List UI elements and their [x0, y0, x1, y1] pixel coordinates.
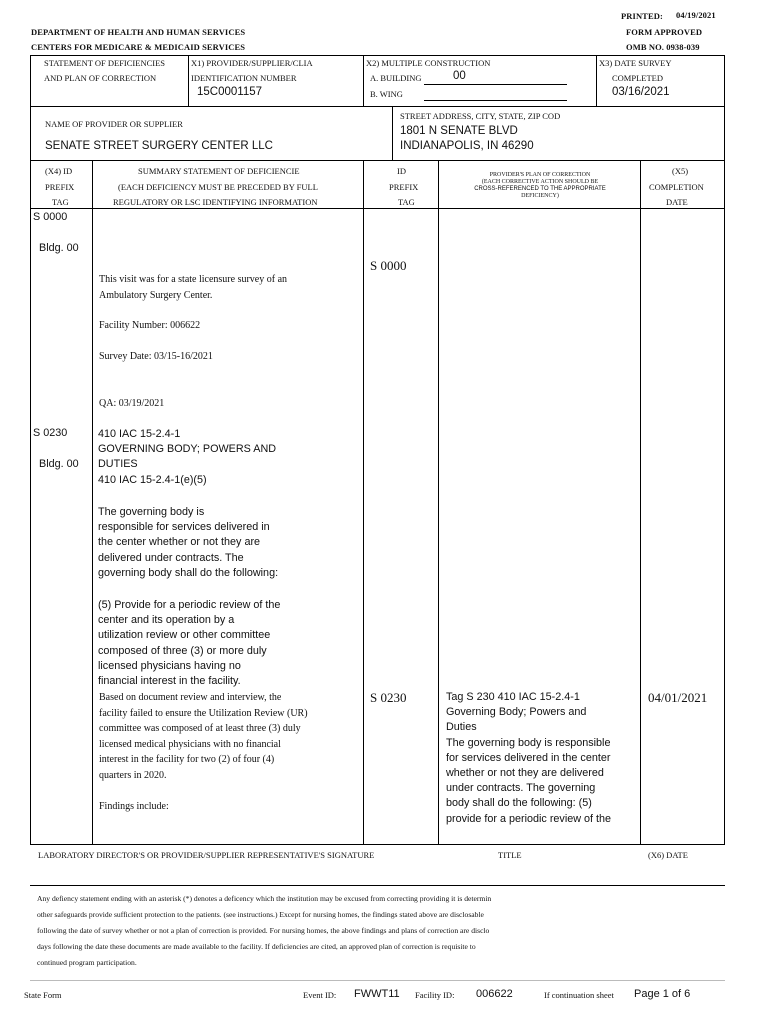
box-right-border	[724, 55, 725, 161]
provide-review-text	[98, 598, 280, 689]
plan-header-2: (EACH CORRECTIVE ACTION SHOULD BE	[481, 179, 599, 185]
based-line: interest in the facility for two (2) of four (4)	[99, 754, 275, 765]
plan-line: Governing Body; Powers and	[446, 706, 587, 719]
based-line: committee was composed of at least three (3) duly	[99, 723, 301, 734]
rule-line: DUTIES	[98, 458, 138, 471]
column-divider-3	[438, 161, 439, 844]
x6-date-label: (X6) DATE	[648, 850, 688, 860]
x1-label-1: X1) PROVIDER/SUPPLIER/CLIA	[191, 58, 313, 68]
provide-line: center and its operation by a	[98, 614, 235, 627]
address-line-1: 1801 N SENATE BLVD	[400, 125, 518, 137]
plan-line: provide for a periodic review of the	[446, 812, 612, 825]
building-label: A. BUILDING	[370, 73, 422, 83]
building-underline	[424, 84, 567, 85]
gov-line: responsible for services delivered in	[98, 521, 270, 534]
clia-number: 15C0001157	[197, 86, 263, 98]
plan-line: Duties	[446, 721, 477, 734]
continuation-label: If continuation sheet	[544, 990, 614, 1000]
event-id-label: Event ID:	[303, 990, 337, 1000]
box-left-border	[30, 55, 31, 161]
summary-line: Ambulatory Surgery Center.	[99, 289, 213, 301]
disclaimer-line: following the date of survey whether or not a plan of correction is provided. For nursing homes, the above findings and plans of correction are disclo	[37, 926, 490, 935]
summary-header-1: SUMMARY STATEMENT OF DEFICIENCIE	[138, 166, 300, 176]
governing-body-text	[98, 505, 278, 581]
box1-divider-3	[596, 55, 597, 106]
id-header-1: ID	[397, 166, 406, 176]
facility-number: Facility Number: 006622	[99, 320, 201, 331]
column-header-border	[30, 208, 725, 209]
plan-line: The governing body is responsible	[446, 736, 611, 749]
x5-header-2: COMPLETION	[649, 182, 704, 192]
id-header-3: TAG	[398, 197, 415, 207]
x4-header-2: PREFIX	[45, 182, 75, 192]
provide-line: financial interest in the facility.	[98, 675, 241, 688]
facility-id-label: Facility ID:	[415, 990, 455, 1000]
box2-bottom-border	[30, 160, 725, 161]
event-id-value: FWWT11	[354, 988, 400, 1000]
summary-intro	[99, 272, 287, 303]
survey-completed-date: 03/16/2021	[612, 86, 670, 98]
completion-date: 04/01/2021	[648, 690, 708, 705]
provide-line: licensed physicians having no	[98, 659, 241, 672]
id-header-2: PREFIX	[389, 182, 419, 192]
plan-header	[442, 172, 638, 200]
bldg-00-second: Bldg. 00	[39, 458, 79, 470]
plan-line: body shall do the following: (5)	[446, 797, 592, 810]
x4-header-3: TAG	[52, 197, 69, 207]
rule-citation	[98, 427, 276, 488]
x5-header-1: (X5)	[672, 166, 689, 176]
signature-label: LABORATORY DIRECTOR'S OR PROVIDER/SUPPLIER REPRESENTATIVE'S SIGNATURE	[38, 850, 375, 860]
disclaimer	[37, 891, 491, 971]
tag-s0000-mid: S 0000	[370, 258, 407, 273]
rule-line: GOVERNING BODY; POWERS AND	[98, 443, 277, 456]
plan-header-3: CROSS-REFERENCED TO THE APPROPRIATE	[474, 186, 606, 192]
provider-name: SENATE STREET SURGERY CENTER LLC	[45, 140, 273, 152]
provider-label: NAME OF PROVIDER OR SUPPLIER	[45, 119, 183, 129]
signature-bottom-border	[30, 885, 725, 886]
summary-header-3: REGULATORY OR LSC IDENTIFYING INFORMATION	[113, 197, 318, 207]
based-line: quarters in 2020.	[99, 769, 167, 781]
plan-line: for services delivered in the center	[446, 751, 611, 764]
disclaimer-line: other safeguards provide sufficient protection to the patients. (see instructions.) Except for nursing homes, the findings stated above are disclosable	[37, 910, 484, 919]
summary-line: This visit was for a state licensure survey of an	[99, 274, 288, 285]
x1-label-2: IDENTIFICATION NUMBER	[191, 73, 297, 83]
plan-of-correction-text	[446, 690, 611, 827]
wing-underline	[424, 100, 567, 101]
plan-line: under contracts. The governing	[446, 782, 596, 795]
table-left-border	[30, 161, 31, 845]
qa-date: QA: 03/19/2021	[99, 398, 165, 409]
gov-line: governing body shall do the following:	[98, 566, 279, 579]
tag-s0000-left: S 0000	[33, 211, 68, 223]
plan-header-4: DEFICIENCY)	[521, 193, 559, 199]
based-line: facility failed to ensure the Utilization Review (UR)	[99, 707, 308, 719]
page-number: Page 1 of 6	[634, 988, 691, 1000]
department-title: DEPARTMENT OF HEALTH AND HUMAN SERVICES	[31, 27, 246, 37]
tag-s0230-mid: S 0230	[370, 690, 407, 705]
gov-line: The governing body is	[98, 506, 205, 518]
column-divider-1	[92, 161, 93, 844]
rule-line: 410 IAC 15-2.4-1	[98, 428, 181, 440]
building-value: 00	[453, 70, 466, 82]
centers-title: CENTERS FOR MEDICARE & MEDICAID SERVICES	[31, 42, 246, 52]
findings-include: Findings include:	[99, 801, 169, 812]
x3-label-2: COMPLETED	[612, 73, 663, 83]
table-right-border	[724, 161, 725, 845]
x2-label: X2) MULTIPLE CONSTRUCTION	[366, 58, 491, 68]
omb-number: OMB NO. 0938-039	[626, 42, 700, 52]
gov-line: the center whether or not they are	[98, 536, 261, 549]
printed-label: PRINTED:	[621, 11, 663, 21]
tag-s0230-left: S 0230	[33, 427, 68, 439]
table-bottom-border	[30, 844, 725, 845]
disclaimer-line: days following the date these documents are made available to the facility. If deficiencies are cited, an approved plan of correction is requisite to	[37, 942, 476, 951]
bldg-00-first: Bldg. 00	[39, 242, 79, 254]
footer-separator	[30, 980, 725, 981]
survey-date: Survey Date: 03/15-16/2021	[99, 351, 213, 362]
printed-date: 04/19/2021	[676, 10, 716, 20]
box1-divider-2	[363, 55, 364, 106]
gov-line: delivered under contracts. The	[98, 551, 244, 564]
box1-divider-1	[188, 55, 189, 106]
box1-top-border	[30, 55, 725, 56]
state-form: State Form	[24, 990, 62, 1000]
address-line-2: INDIANAPOLIS, IN 46290	[400, 140, 534, 152]
form-approved: FORM APPROVED	[626, 27, 703, 37]
x3-label-1: X3) DATE SURVEY	[599, 58, 672, 68]
disclaimer-line: Any defiency statement ending with an asterisk (*) denotes a deficency which the institution may be excused from correcting providing it is determin	[37, 894, 492, 903]
column-divider-2	[363, 161, 364, 844]
wing-label: B. WING	[370, 89, 403, 99]
box1-bottom-border	[30, 106, 725, 107]
title-label: TITLE	[498, 850, 522, 860]
statement-label-2: AND PLAN OF CORRECTION	[44, 73, 157, 83]
rule-line: 410 IAC 15-2.4-1(e)(5)	[98, 473, 207, 486]
column-divider-4	[640, 161, 641, 844]
statement-label-1: STATEMENT OF DEFICIENCIES	[44, 58, 166, 68]
address-label: STREET ADDRESS, CITY, STATE, ZIP COD	[400, 111, 561, 121]
summary-header-2: (EACH DEFICIENCY MUST BE PRECEDED BY FULL	[118, 182, 318, 192]
x4-header-1: (X4) ID	[45, 166, 73, 176]
plan-header-1: PROVIDER'S PLAN OF CORRECTION	[489, 172, 591, 178]
provide-line: utilization review or other committee	[98, 629, 271, 642]
based-line: licensed medical physicians with no financial	[99, 738, 281, 750]
plan-line: Tag S 230 410 IAC 15-2.4-1	[446, 691, 580, 703]
provide-line: (5) Provide for a periodic review of the	[98, 599, 281, 611]
provide-line: composed of three (3) or more duly	[98, 644, 267, 657]
plan-line: whether or not they are delivered	[446, 767, 604, 780]
based-on-review-text	[99, 690, 308, 783]
x5-header-3: DATE	[666, 197, 688, 207]
box2-divider	[392, 106, 393, 160]
disclaimer-line: continued program participation.	[37, 958, 137, 967]
based-line: Based on document review and interview, the	[99, 692, 282, 703]
facility-id-value: 006622	[476, 988, 513, 1000]
